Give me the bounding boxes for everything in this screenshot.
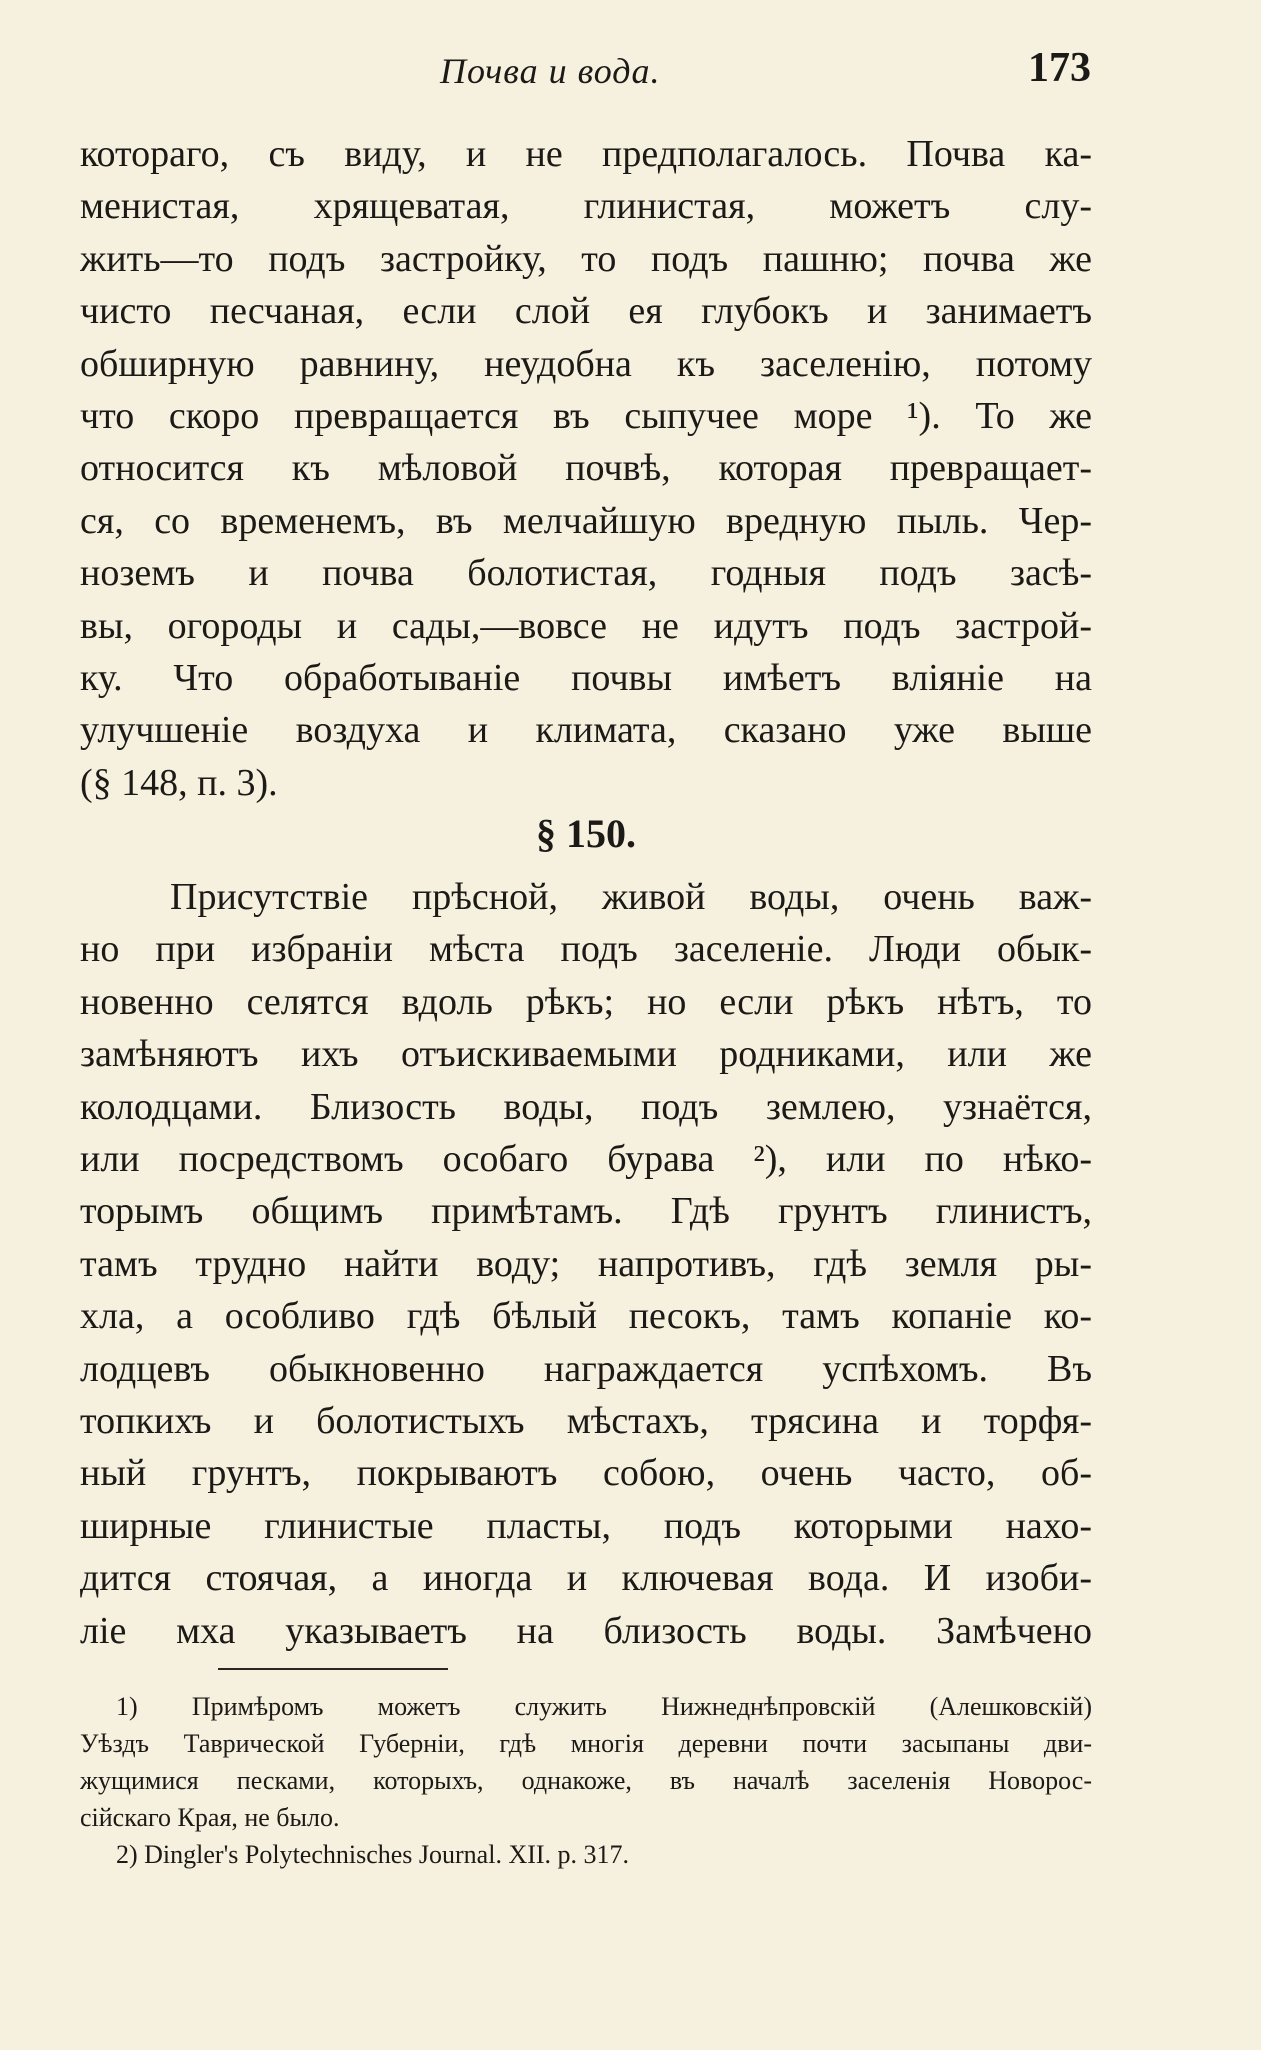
text-line: относится къ мѣловой почвѣ, которая превращает-: [80, 447, 1092, 490]
text-line: ку. Что обработываніе почвы имѣетъ вліяніе на: [80, 656, 1092, 699]
body-text: [80, 128, 1092, 1657]
section-heading: § 150.: [536, 811, 636, 857]
text-line: улучшеніе воздуха и климата, сказано уже выше: [80, 709, 1092, 752]
text-line: или посредствомъ особаго бурава ²), или по нѣко-: [80, 1138, 1092, 1181]
text-line: лодцевъ обыкновенно награждается успѣхомъ. Въ: [80, 1347, 1092, 1390]
footnote-line: сійскаго Края, не было.: [80, 1803, 340, 1832]
text-line: но при избраніи мѣста подъ заселеніе. Люди обык-: [80, 928, 1092, 971]
text-line: дится стоячая, а иногда и ключевая вода. И изоби-: [80, 1557, 1092, 1600]
text-line: тамъ трудно найти воду; напротивъ, гдѣ земля ры-: [80, 1242, 1092, 1285]
footnotes: [80, 1688, 1092, 1873]
text-line: (§ 148, п. 3).: [80, 761, 278, 804]
text-line: топкихъ и болотистыхъ мѣстахъ, трясина и торфя-: [80, 1399, 1092, 1442]
footnote-rule: [218, 1668, 448, 1670]
text-line: ширные глинистые пласты, подъ которыми нахо-: [80, 1504, 1092, 1547]
text-line: торымъ общимъ примѣтамъ. Гдѣ грунтъ глинистъ,: [80, 1190, 1092, 1233]
text-line: вы, огороды и сады,—вовсе не идутъ подъ застрой-: [80, 604, 1092, 647]
running-head: [0, 38, 1261, 98]
text-line: замѣняютъ ихъ отъискиваемыми родниками, или же: [80, 1033, 1092, 1076]
text-line: колодцами. Близость воды, подъ землею, узнаётся,: [80, 1085, 1092, 1128]
text-line: ліе мха указываетъ на близость воды. Замѣчено: [80, 1609, 1092, 1652]
text-line: ноземъ и почва болотистая, годныя подъ засѣ-: [80, 552, 1092, 595]
text-line: что скоро превращается въ сыпучее море ¹). То же: [80, 394, 1092, 437]
text-line: менистая, хрящеватая, глинистая, можетъ слу-: [80, 185, 1092, 228]
footnote-line: 1) Примѣромъ можетъ служить Нижнеднѣпровскій (Алешковскій): [116, 1692, 1092, 1721]
text-line: ный грунтъ, покрываютъ собою, очень часто, об-: [80, 1452, 1092, 1495]
text-line: жить—то подъ застройку, то подъ пашню; почва же: [80, 237, 1092, 280]
footnote-line: жущимися песками, которыхъ, однакоже, въ началѣ заселенія Новорос-: [80, 1766, 1092, 1795]
text-line: чисто песчаная, если слой ея глубокъ и занимаетъ: [80, 290, 1092, 333]
running-title: Почва и вода.: [440, 51, 661, 91]
text-line: котораго, съ виду, и не предполагалось. Почва ка-: [80, 133, 1092, 175]
text-line: ся, со временемъ, въ мелчайшую вредную пыль. Чер-: [80, 499, 1092, 542]
footnote-line: Уѣздъ Таврической Губерніи, гдѣ многія деревни почти засыпаны дви-: [80, 1729, 1092, 1758]
footnote-line: 2) Dingler's Polytechnisches Journal. XII. p. 317.: [116, 1840, 630, 1869]
text-line: Присутствіе прѣсной, живой воды, очень важ-: [170, 876, 1092, 919]
text-line: хла, а особливо гдѣ бѣлый песокъ, тамъ копаніе ко-: [80, 1295, 1092, 1338]
page-number: 173: [1028, 45, 1091, 91]
text-line: новенно селятся вдоль рѣкъ; но если рѣкъ нѣтъ, то: [80, 980, 1092, 1023]
text-line: обширную равнину, неудобна къ заселенію, потому: [80, 342, 1092, 385]
